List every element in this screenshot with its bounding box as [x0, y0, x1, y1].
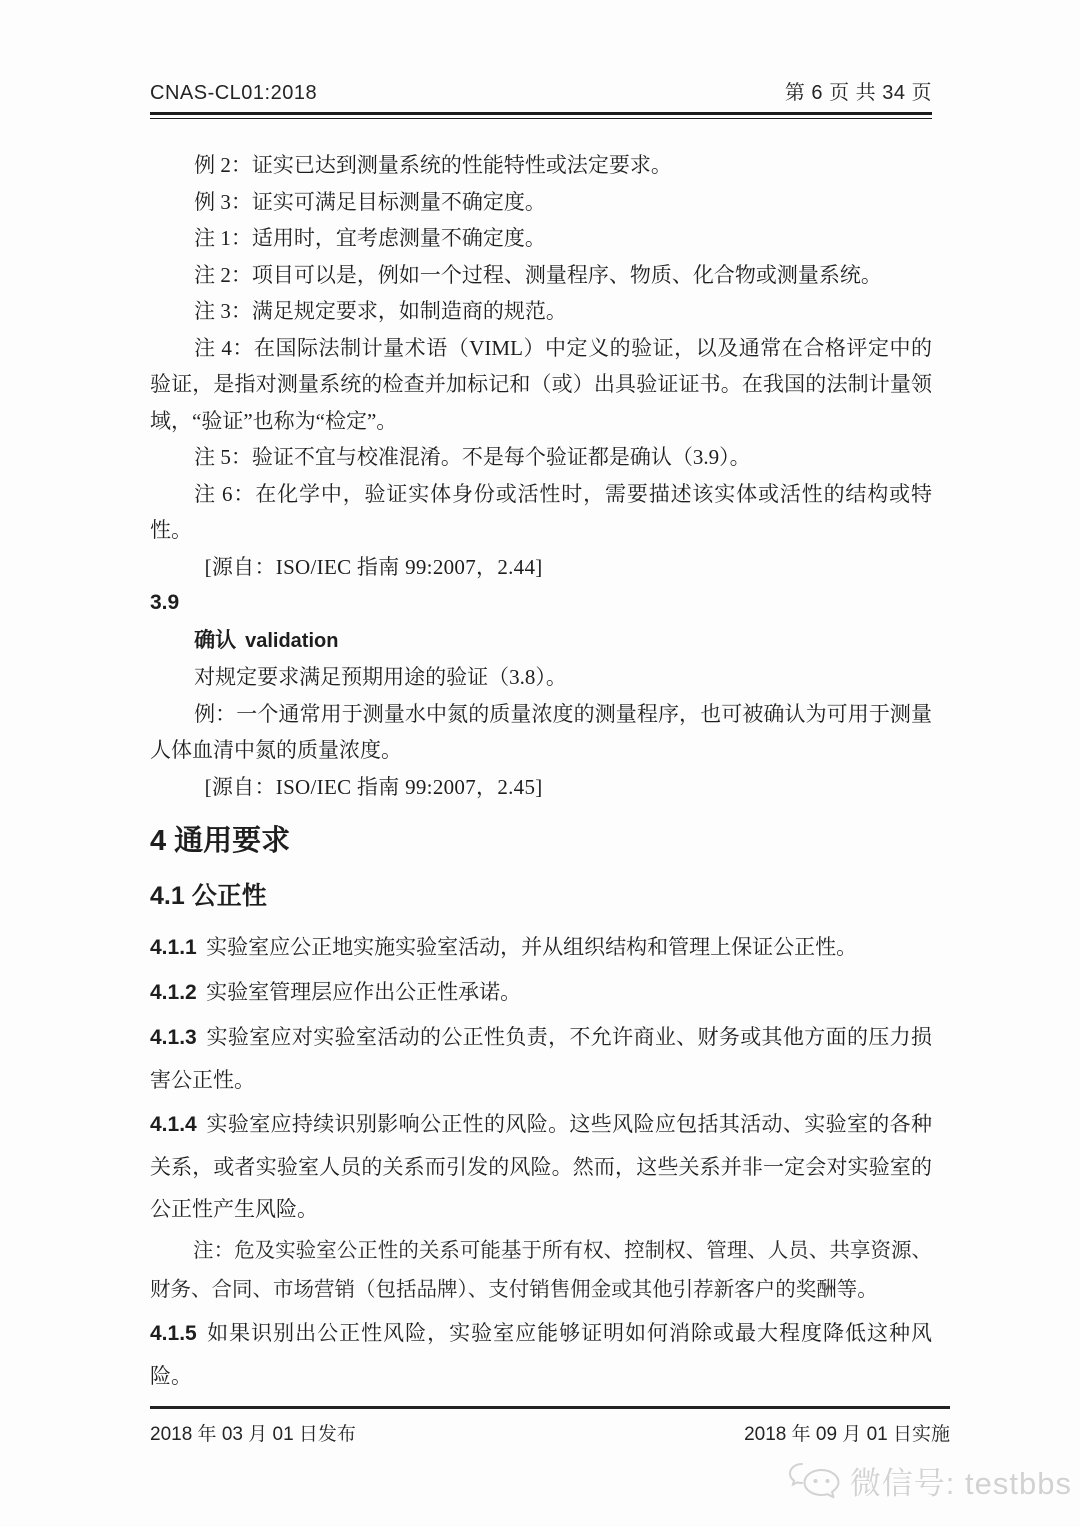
clause-4-1-3-text: 实验室应对实验室活动的公正性负责，不允许商业、财务或其他方面的压力损害公正性。: [150, 1025, 932, 1092]
clause-4-1-4-text: 实验室应持续识别影响公正性的风险。这些风险应包括其活动、实验室的各种关系，或者实验室人员的关系而引发的风险。然而，这些关系并非一定会对实验室的公正性产生风险。: [150, 1112, 932, 1221]
body-text: [150, 147, 932, 1397]
clause-number-3-9: 3.9: [150, 591, 180, 614]
term-definition-heading: [150, 622, 932, 660]
page-number-info: 第 6 页 共 34 页: [784, 82, 932, 104]
watermark-text: 微信号: testbbs: [849, 1466, 1072, 1501]
clause-4-1-2: [150, 971, 932, 1014]
paragraph-note-1: 注 1：适用时，宜考虑测量不确定度。: [194, 226, 546, 250]
paragraph-example-3: 例 3：证实可满足目标测量不确定度。: [194, 189, 546, 214]
header-rule: [150, 112, 932, 119]
definition-text: 对规定要求满足预期用途的验证（3.8）。: [194, 665, 567, 689]
clause-4-1-5-text: 如果识别出公正性风险，实验室应能够证明如何消除或最大程度降低这种风险。: [150, 1321, 932, 1388]
paragraph-note-5: 注 5：验证不宜与校准混淆。不是每个验证都是确认（3.9）。: [194, 445, 751, 469]
page-content: [150, 76, 932, 1399]
publish-date: 2018 年 03 月 01 日发布: [150, 1424, 356, 1445]
term-en: validation: [245, 629, 339, 652]
section-4-heading: 4 通用要求: [150, 825, 291, 857]
paragraph-note-2: 注 2：项目可以是，例如一个过程、测量程序、物质、化合物或测量系统。: [194, 262, 882, 287]
clause-4-1-4: [150, 1103, 932, 1230]
clause-4-1-5-number: 4.1.5: [150, 1322, 197, 1345]
clause-4-1-3: [150, 1016, 932, 1101]
doc-code: CNAS-CL01:2018: [150, 82, 318, 104]
term-zh: 确认: [194, 627, 237, 652]
note-under-4-1-4: 注：危及实验室公正性的关系可能基于所有权、控制权、管理、人员、共享资源、财务、合同、市场营销（包括品牌）、支付销售佣金或其他引荐新客户的奖酬等。: [150, 1240, 932, 1301]
clause-4-1-4-number: 4.1.4: [150, 1113, 197, 1136]
paragraph-example-validation: 例：一个通常用于测量水中氮的质量浓度的测量程序，也可被确认为可用于测量人体血清中氮的质量浓度。: [150, 701, 932, 762]
clause-4-1-2-number: 4.1.2: [150, 981, 197, 1004]
source-reference-245: [源自：ISO/IEC 指南 99:2007，2.45]: [204, 774, 543, 799]
clause-4-1-1: [150, 926, 932, 969]
clause-4-1-2-text: 实验室管理层应作出公正性承诺。: [206, 980, 522, 1004]
paragraph-note-4: 注 4：在国际法制计量术语（VIML）中定义的验证，以及通常在合格评定中的验证，是指对测量系统的检查并加标记和（或）出具验证证书。在我国的法制计量领域，“验证”也称为“检定”。: [150, 335, 932, 433]
paragraph-note-6: 注 6：在化学中，验证实体身份或活性时，需要描述该实体或活性的结构或特性。: [150, 481, 932, 542]
source-reference-244: [源自：ISO/IEC 指南 99:2007，2.44]: [204, 554, 543, 579]
clause-4-1-3-number: 4.1.3: [150, 1026, 197, 1049]
paragraph-example-2: 例 2：证实已达到测量系统的性能特性或法定要求。: [194, 153, 672, 177]
page-footer: [150, 1406, 950, 1446]
implement-date: 2018 年 09 月 01 日实施: [744, 1424, 950, 1445]
wechat-watermark: [788, 1458, 1072, 1503]
clause-4-1-1-text: 实验室应公正地实施实验室活动，并从组织结构和管理上保证公正性。: [206, 935, 858, 959]
wechat-icon: [788, 1460, 842, 1502]
clause-4-1-5: [150, 1312, 932, 1397]
paragraph-note-3: 注 3：满足规定要求，如制造商的规范。: [194, 299, 567, 323]
section-4-1-heading: 4.1 公正性: [150, 882, 267, 910]
clause-4-1-1-number: 4.1.1: [150, 936, 197, 959]
page-header: [150, 76, 932, 105]
